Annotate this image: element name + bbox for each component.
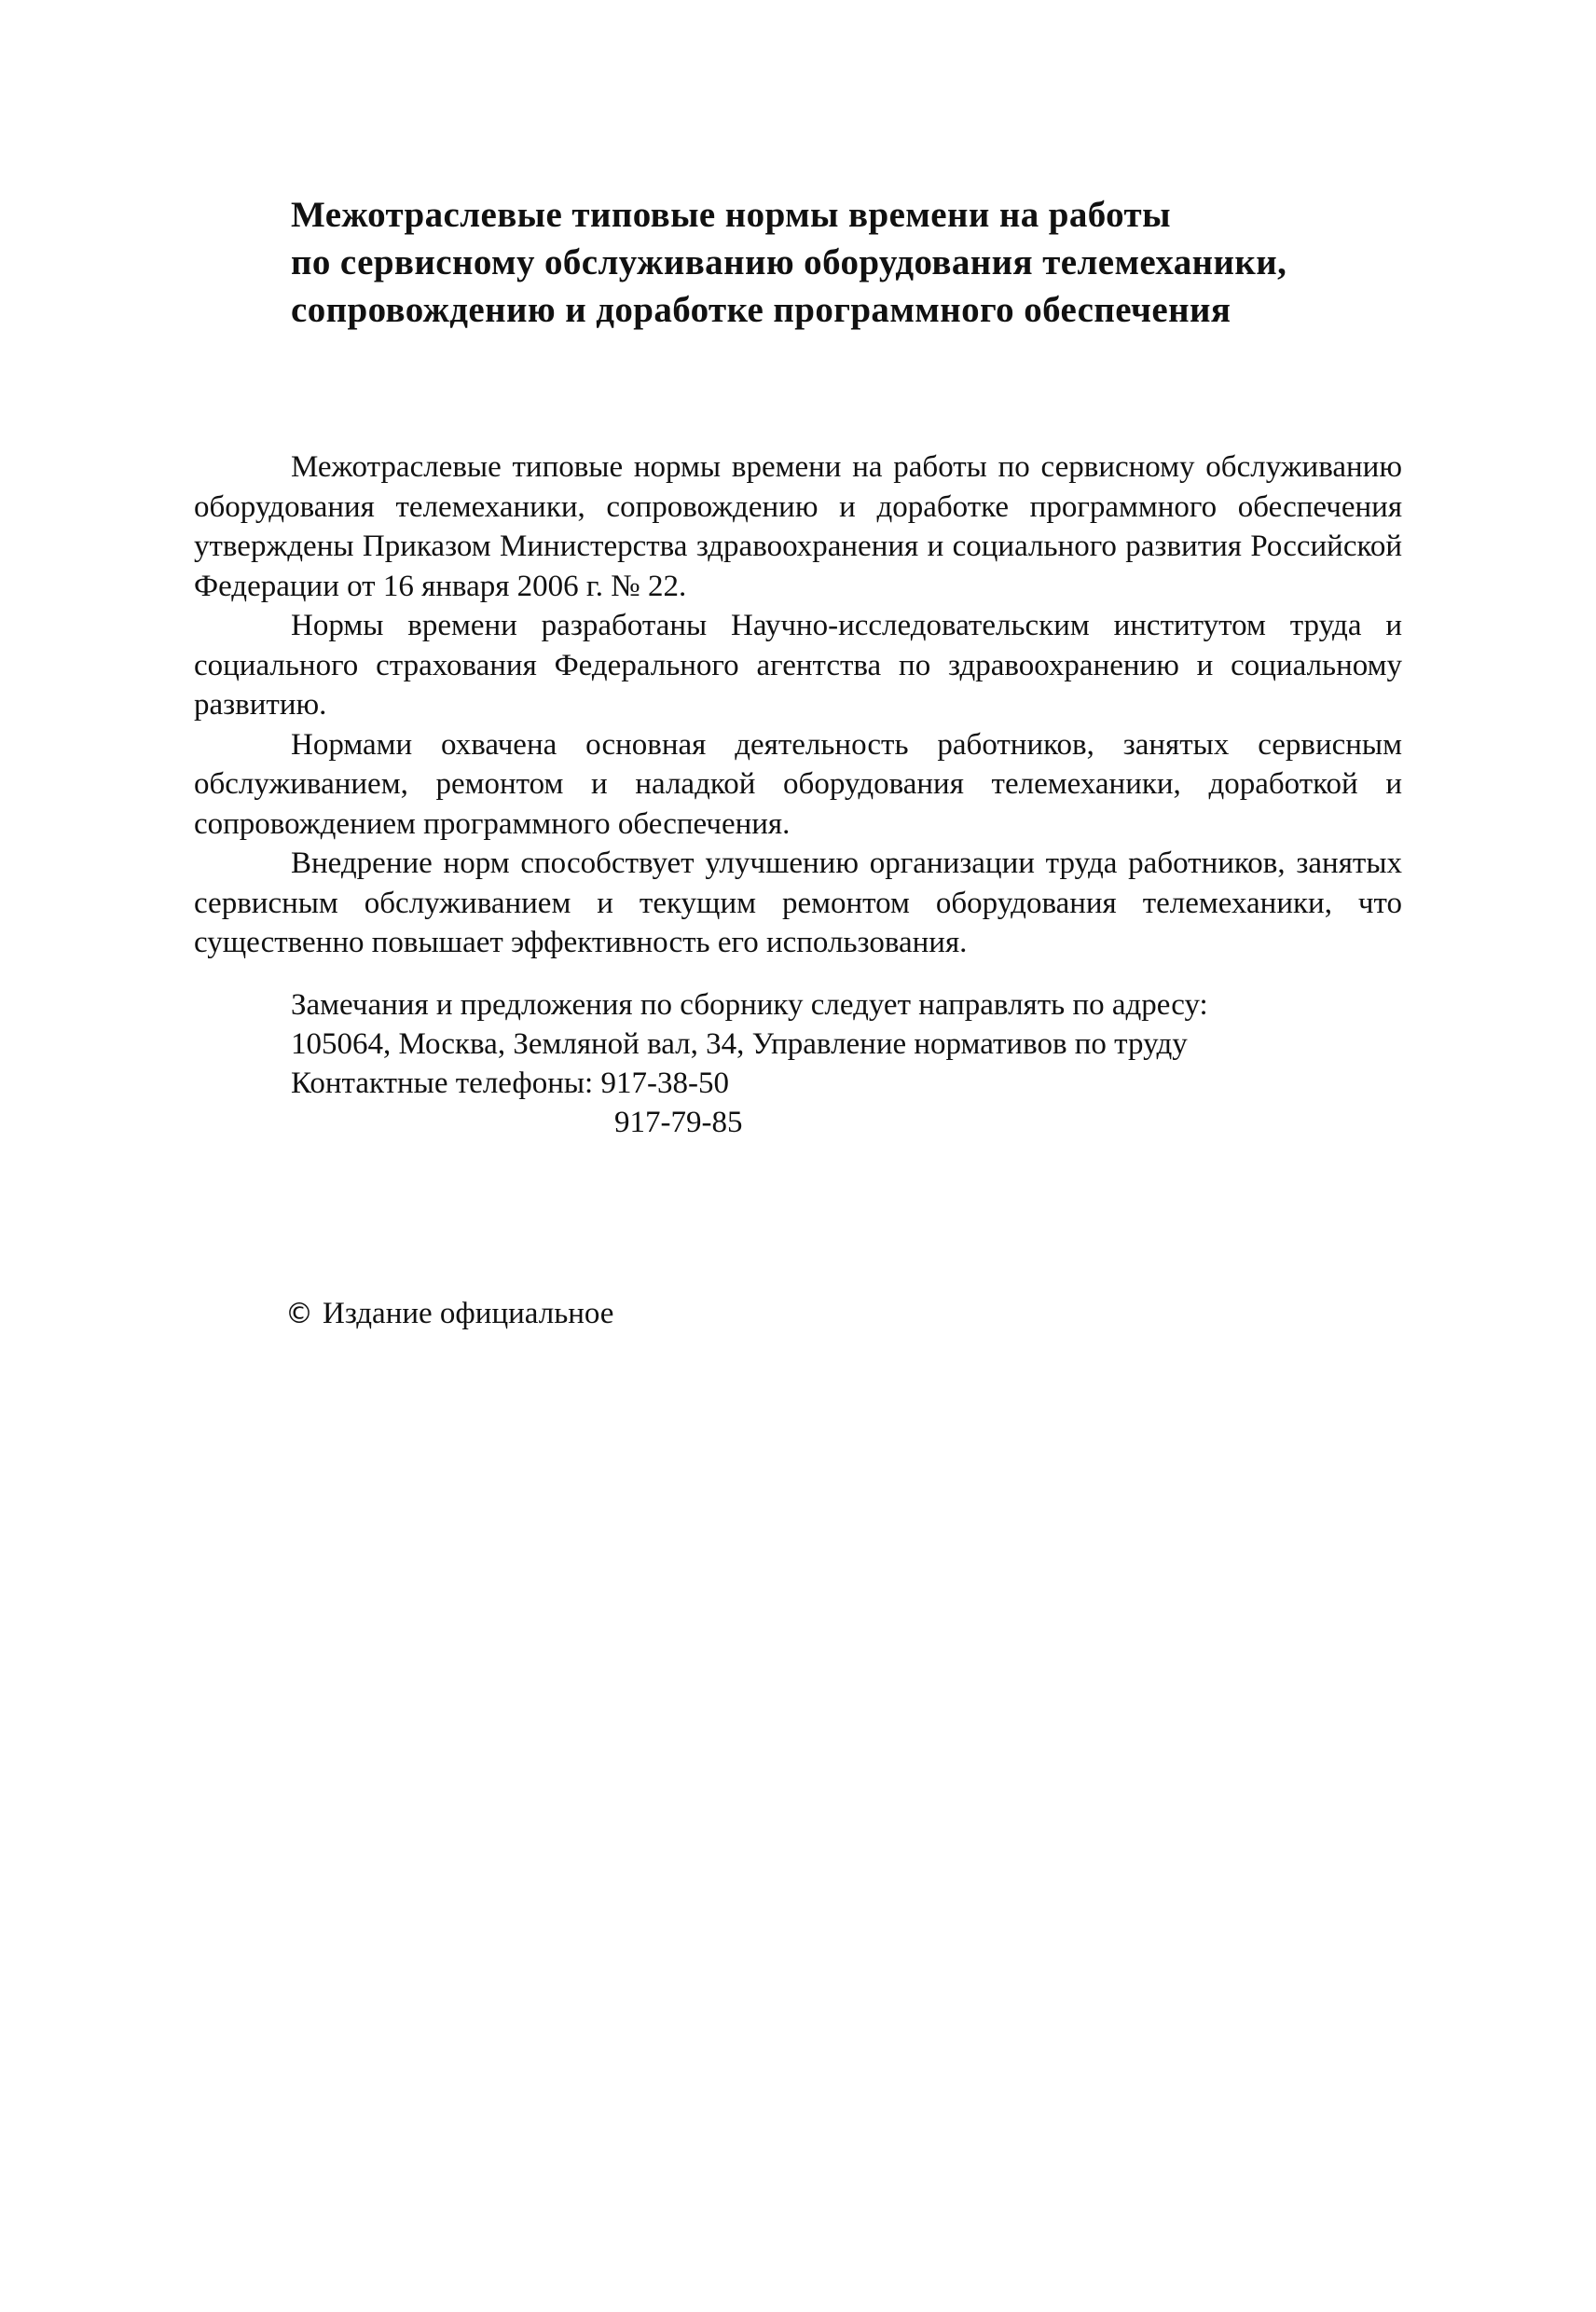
edition-text: Издание официальное bbox=[323, 1297, 614, 1330]
paragraph-approval: Межотраслевые типовые нормы времени на работы по сервисному обслуживанию оборудования телемеханики, сопровождению и доработке программного обеспечения утверждены Приказом Министерства здравоохранения и социального развития Российской Федерации от 16 января 2006 г. № 22. bbox=[194, 450, 1402, 603]
title-line-1: Межотраслевые типовые нормы времени на работы bbox=[291, 195, 1171, 235]
paragraph-developer: Нормы времени разработаны Научно-исследовательским институтом труда и социального страхования Федерального агентства по здравоохранению и социальному развитию. bbox=[194, 609, 1402, 722]
paragraph-benefits: Внедрение норм способствует улучшению организации труда работников, занятых сервисным обслуживанием и текущим ремонтом оборудования телемеханики, что существенно повышает эффективность его использования. bbox=[194, 846, 1402, 959]
title-line-2: по сервисному обслуживанию оборудования телемеханики, bbox=[291, 242, 1287, 282]
remarks-line: Замечания и предложения по сборнику следует направлять по адресу: bbox=[291, 988, 1208, 1022]
address-line: 105064, Москва, Земляной вал, 34, Управление нормативов по труду bbox=[291, 1027, 1188, 1061]
phones-line: Контактные телефоны: 917-38-50 bbox=[291, 1067, 729, 1100]
document-title bbox=[291, 191, 1410, 334]
phone-second-line: 917-79-85 bbox=[614, 1106, 743, 1139]
copyright-icon: © bbox=[285, 1298, 313, 1330]
paragraph-scope: Нормами охвачена основная деятельность работников, занятых сервисным обслуживанием, ремонтом и наладкой оборудования телемеханики, доработкой и сопровождением программного обеспечения. bbox=[194, 727, 1402, 841]
edition-note bbox=[285, 1294, 613, 1334]
contacts-block bbox=[291, 985, 1410, 1142]
title-line-3: сопровождению и доработке программного обеспечения bbox=[291, 290, 1231, 330]
document-body bbox=[194, 447, 1402, 963]
